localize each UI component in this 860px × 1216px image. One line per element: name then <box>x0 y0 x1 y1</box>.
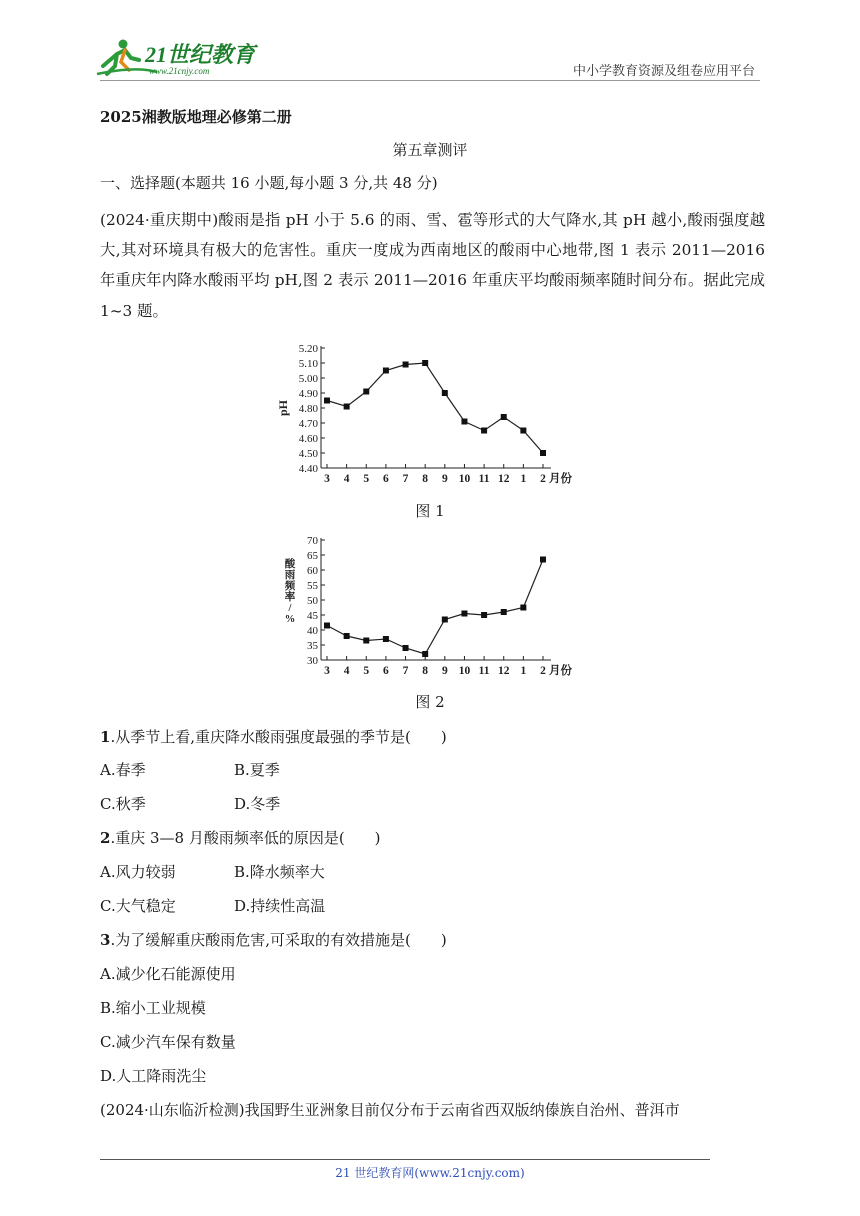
figure-2-caption: 图 2 <box>415 693 445 711</box>
data-point <box>383 368 389 374</box>
data-point <box>344 404 350 410</box>
y-tick-label: 5.10 <box>298 358 318 370</box>
question-stem: .为了缓解重庆酸雨危害,可采取的有效措施是( ) <box>110 931 447 949</box>
q3-option-a: A.减少化石能源使用 <box>100 965 236 983</box>
y-tick-label: 4.90 <box>298 388 318 400</box>
footer-divider <box>100 1159 710 1160</box>
x-axis-label: 月份 <box>549 665 572 677</box>
q2-option-a: A.风力较弱 <box>100 863 176 881</box>
data-point <box>520 428 526 434</box>
x-tick-label: 3 <box>324 665 330 677</box>
data-point <box>383 636 389 642</box>
q1-option-c: C.秋季 <box>100 795 146 813</box>
y-tick-label: 5.20 <box>298 343 318 355</box>
y-axis-label-char: 酸 <box>284 559 296 570</box>
y-axis-label-char: 率 <box>284 592 296 603</box>
y-axis-label-char: 频 <box>284 581 296 592</box>
q3-option-c: C.减少汽车保有数量 <box>100 1033 236 1051</box>
question-number: 2 <box>100 829 111 847</box>
data-point <box>422 651 428 657</box>
x-tick-label: 5 <box>363 473 370 485</box>
x-tick-label: 9 <box>441 665 448 677</box>
q2-option-c: C.大气稳定 <box>100 897 176 915</box>
data-point <box>540 450 546 456</box>
question-stem: .从季节上看,重庆降水酸雨强度最强的季节是( ) <box>110 728 447 746</box>
y-axis-label <box>285 557 296 625</box>
data-point <box>481 428 487 434</box>
data-point <box>540 557 546 563</box>
figure-1-caption: 图 1 <box>415 502 445 520</box>
figure-2-chart <box>275 530 595 680</box>
footer-source: 21 世纪教育网(www.21cnjy.com) <box>335 1166 525 1180</box>
x-tick-label: 11 <box>478 665 490 677</box>
x-tick-label: 3 <box>324 473 330 485</box>
data-point <box>403 362 409 368</box>
x-tick-label: 7 <box>402 665 409 677</box>
series-line <box>327 363 543 453</box>
x-tick-label: 5 <box>363 665 370 677</box>
q1-option-b: B.夏季 <box>234 761 280 779</box>
q1-option-a: A.春季 <box>100 761 146 779</box>
x-tick-label: 2 <box>540 473 546 485</box>
x-tick-label: 12 <box>497 473 510 485</box>
site-logo <box>95 36 265 78</box>
x-tick-label: 6 <box>383 665 389 677</box>
q2-option-b: B.降水频率大 <box>234 863 325 881</box>
q2-option-d: D.持续性高温 <box>234 897 326 915</box>
data-point <box>501 414 507 420</box>
y-tick-label: 50 <box>307 595 318 607</box>
document-title: 2025湘教版地理必修第二册 <box>100 108 292 126</box>
data-point <box>461 611 467 617</box>
q3-option-d: D.人工降雨洗尘 <box>100 1067 207 1085</box>
chapter-title: 第五章测评 <box>392 141 468 159</box>
data-point <box>363 389 369 395</box>
question-stem: .重庆 3—8 月酸雨频率低的原因是( ) <box>110 829 381 847</box>
q1-option-d: D.冬季 <box>234 795 281 813</box>
data-point <box>442 390 448 396</box>
question-2 <box>100 827 381 848</box>
y-tick-label: 4.70 <box>298 418 318 430</box>
x-tick-label: 6 <box>383 473 389 485</box>
y-tick-label: 4.40 <box>298 463 318 475</box>
y-axis-label: pH <box>276 399 290 417</box>
x-axis-label: 月份 <box>549 473 572 485</box>
data-point <box>324 398 330 404</box>
q3-option-b: B.缩小工业规模 <box>100 999 206 1017</box>
y-tick-label: 60 <box>307 565 318 577</box>
x-tick-label: 4 <box>343 473 350 485</box>
x-tick-label: 1 <box>520 665 527 677</box>
header-platform-text: 中小学教育资源及组卷应用平台 <box>572 64 755 79</box>
data-point <box>501 609 507 615</box>
y-tick-label: 55 <box>307 580 318 592</box>
x-tick-label: 8 <box>422 473 429 485</box>
logo-url: www.21cnjy.com <box>149 66 210 76</box>
y-tick-label: 70 <box>307 535 318 547</box>
y-tick-label: 45 <box>307 610 318 622</box>
series-line <box>327 560 543 655</box>
header-divider <box>100 80 760 81</box>
x-tick-label: 12 <box>497 665 510 677</box>
section-heading: 一、选择题(本题共 16 小题,每小题 3 分,共 48 分) <box>100 174 438 192</box>
x-tick-label: 11 <box>478 473 490 485</box>
y-tick-label: 65 <box>307 550 318 562</box>
x-tick-label: 10 <box>458 473 471 485</box>
data-point <box>461 419 467 425</box>
question-number: 1 <box>100 728 111 746</box>
y-axis-label-char: % <box>284 614 296 625</box>
y-tick-label: 40 <box>307 625 318 637</box>
x-tick-label: 2 <box>540 665 546 677</box>
y-tick-label: 4.50 <box>298 448 318 460</box>
x-tick-label: 1 <box>520 473 527 485</box>
question-1 <box>100 726 447 747</box>
next-intro-paragraph: (2024·山东临沂检测)我国野生亚洲象目前仅分布于云南省西双版纳傣族自治州、普洱市 <box>100 1101 680 1119</box>
x-tick-label: 10 <box>458 665 471 677</box>
x-tick-label: 8 <box>422 665 429 677</box>
y-tick-label: 30 <box>307 655 318 667</box>
question-number: 3 <box>100 931 111 949</box>
data-point <box>324 623 330 629</box>
y-tick-label: 4.80 <box>298 403 318 415</box>
x-tick-label: 4 <box>343 665 350 677</box>
y-tick-label: 35 <box>307 640 318 652</box>
y-tick-label: 4.60 <box>298 433 318 445</box>
question-3 <box>100 929 447 950</box>
y-axis-label-char: / <box>288 603 292 614</box>
data-point <box>403 645 409 651</box>
x-tick-label: 7 <box>402 473 409 485</box>
logo-text: 21世纪教育 <box>145 42 256 67</box>
data-point <box>442 617 448 623</box>
x-tick-label: 9 <box>441 473 448 485</box>
data-point <box>481 612 487 618</box>
data-point <box>422 360 428 366</box>
data-point <box>363 638 369 644</box>
data-point <box>344 633 350 639</box>
intro-paragraph: (2024·重庆期中)酸雨是指 pH 小于 5.6 的雨、雪、雹等形式的大气降水,其 pH 越小,酸雨强度越大,其对环境具有极大的危害性。重庆一度成为西南地区的酸雨中心地带,图 1 表示 2011—2016 年重庆年内降水酸雨平均 pH,图 2 表示 2011—2016 年重庆平均酸雨频率随时间分布。据此完成 1~3 题。 <box>100 211 765 320</box>
data-point <box>520 605 526 611</box>
figure-1-chart <box>275 338 595 488</box>
y-tick-label: 5.00 <box>298 373 318 385</box>
y-axis-label-char: 雨 <box>284 570 296 581</box>
